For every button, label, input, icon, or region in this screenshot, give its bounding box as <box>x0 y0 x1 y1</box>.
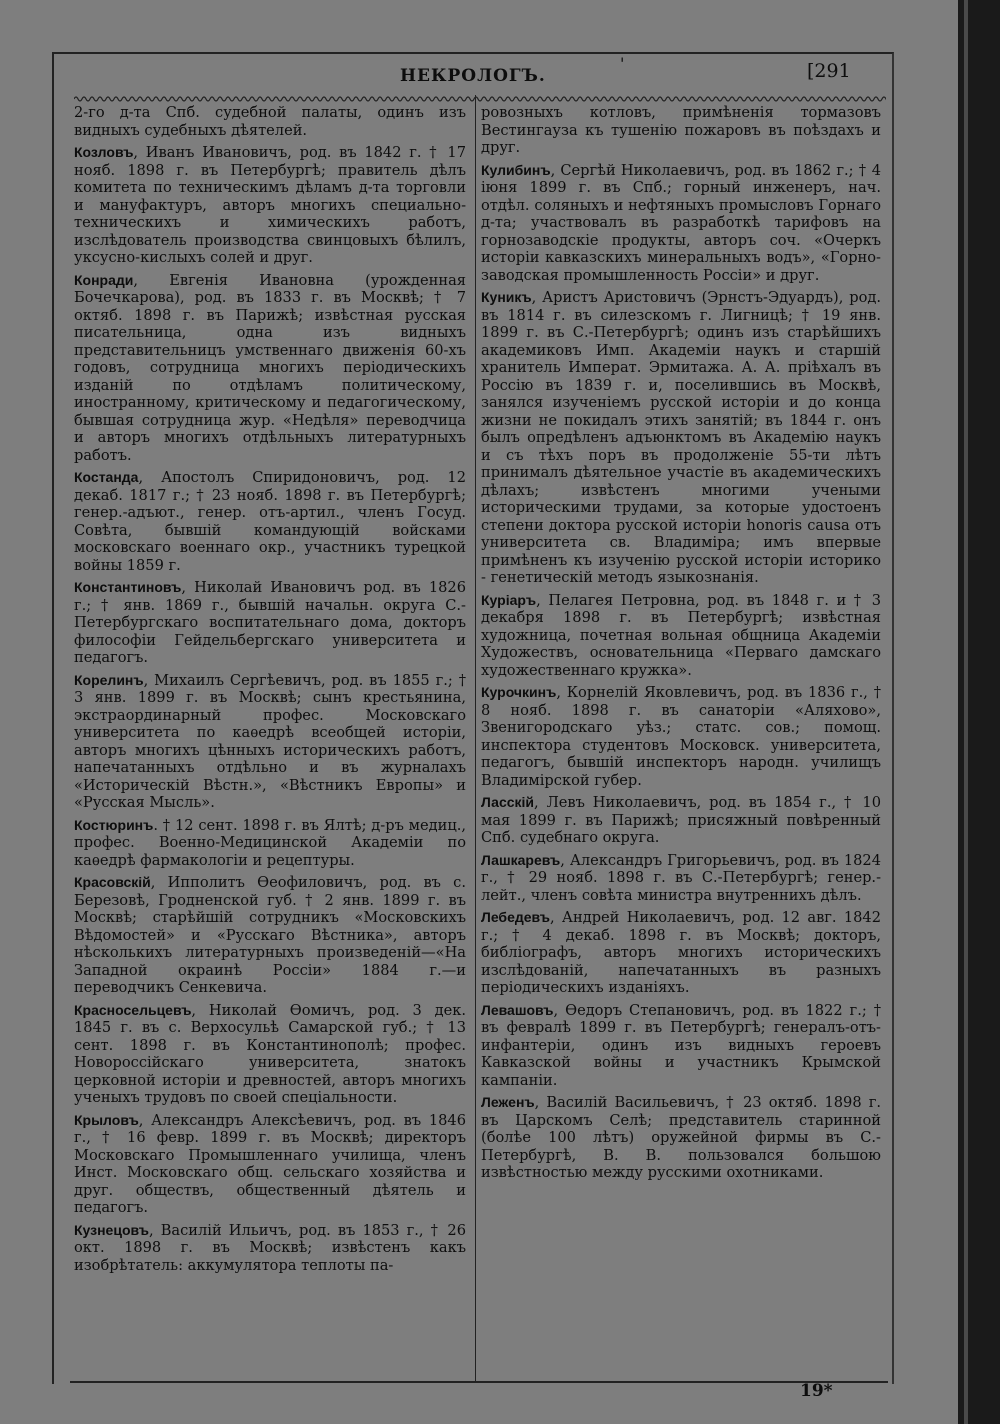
right-column <box>481 104 881 1187</box>
obituary-entry <box>481 104 881 157</box>
obituary-entry <box>481 162 881 285</box>
obituary-entry <box>481 852 881 905</box>
entry-surname: Курочкинъ <box>481 684 557 700</box>
entry-text: , Корнелій Яковлевичъ, род. въ 1836 г., † 8 нояб. 1898 г. въ санаторіи «Аляхово», Звенигородскаго уѣз.; статс. сов.; помощ. инспектора студентовъ Московск. университета, педагогъ, бывшій инспекторъ народн. училищъ Владимірской губер. <box>481 684 881 789</box>
entry-surname: Константиновъ <box>74 579 182 595</box>
entry-text: , Василій Васильевичъ, † 23 октяб. 1898 г. въ Царскомъ Селѣ; представитель старинной (болѣе 100 лѣтъ) оружейной фирмы въ С.-Петербургѣ, В. В. пользовался большою извѣстностью между русскими охотниками. <box>481 1094 881 1181</box>
entry-text: , Михаилъ Сергѣевичъ, род. въ 1855 г.; † 3 янв. 1899 г. въ Москвѣ; сынъ крестьянина, экстраординарный профес. Московскаго университета по каѳедрѣ всеобщей исторіи, авторъ многихъ цѣнныхъ историческихъ работъ, напечатанныхъ отдѣльно и въ журналахъ «Историческій Вѣстн.», «Вѣстникъ Европы» и «Русская Мысль». <box>74 671 466 811</box>
entry-surname: Костюринъ <box>74 816 154 833</box>
obituary-entry <box>74 817 466 870</box>
entry-text: . † 12 сент. 1898 г. въ Ялтѣ; д-ръ медиц., профес. Военно-Медицинской Академіи по каѳедрѣ фармакологіи и рецептуры. <box>74 816 466 869</box>
page-number: [291 <box>807 60 851 82</box>
entry-surname: Козловъ <box>74 144 134 160</box>
obituary-entry <box>74 1222 466 1275</box>
entry-surname: Лашкаревъ <box>481 851 561 868</box>
obituary-entry <box>481 1002 881 1090</box>
entry-surname: Лебедевъ <box>481 909 550 925</box>
left-column <box>74 104 466 1279</box>
entry-surname: Левашовъ <box>481 1001 554 1018</box>
entry-text: , Александръ Григорьевичъ, род. въ 1824 г., † 29 нояб. 1898 г. въ С.-Петербургѣ; генер.-лейт., членъ совѣта министра внутреннихъ дѣлъ. <box>481 851 881 904</box>
obituary-entry <box>74 672 466 812</box>
entry-text: , Апостолъ Спиридоновичъ, род. 12 декаб. 1817 г.; † 23 нояб. 1898 г. въ Петербургѣ; генер.-адъют., генер. отъ-артил., членъ Госуд. Совѣта, бывшій командующій войсками московскаго военнаго окр., участникъ турецкой войны 1859 г. <box>74 469 466 574</box>
entry-surname: Куникъ <box>481 289 532 305</box>
entry-surname: Леженъ <box>481 1094 535 1110</box>
scan-edge-stripe <box>964 0 968 1424</box>
entry-text: , Николай Ѳомичъ, род. 3 дек. 1845 г. въ с. Верхосульѣ Самарской губ.; † 13 сент. 1898 г. въ Константинополѣ; профес. Новороссійскаго университета, знатокъ церковной исторіи и древностей, авторъ многихъ ученыхъ трудовъ по своей спеціальности. <box>74 1001 466 1106</box>
entry-text: , Ипполитъ Ѳеофиловичъ, род. въ с. Березовѣ, Гродненской губ. † 2 янв. 1899 г. въ Москвѣ; старѣйшій сотрудникъ «Московскихъ Вѣдомостей» и «Русскаго Вѣстника», авторъ нѣсколькихъ литературныхъ произведеній—«На Западной окраинѣ Россіи» 1884 г.—и переводчикъ Сенкевича. <box>74 874 466 996</box>
obituary-entry <box>74 104 466 139</box>
obituary-entry <box>74 874 466 997</box>
entry-surname: Куріаръ <box>481 591 537 608</box>
obituary-entry <box>481 1094 881 1182</box>
entry-surname: Кулибинъ <box>481 161 551 178</box>
entry-text: , Николай Ивановичъ род. въ 1826 г.; † янв. 1869 г., бывшій начальн. округа С.-Петербургскаго воспитательнаго дома, докторъ философіи Гейдельбергскаго университета и педагогъ. <box>74 579 466 666</box>
entry-text: , Василій Ильичъ, род. въ 1853 г., † 26 окт. 1898 г. въ Москвѣ; извѣстенъ какъ изобрѣтатель: аккумулятора теплоты па- <box>74 1221 466 1274</box>
obituary-entry <box>74 1112 466 1217</box>
obituary-entry <box>481 909 881 997</box>
obituary-entry <box>481 684 881 789</box>
signature-mark: 19* <box>800 1381 833 1401</box>
entry-surname: Красносельцевъ <box>74 1001 192 1018</box>
entry-text: , Левъ Николаевичъ, род. въ 1854 г., † 10 мая 1899 г. въ Парижѣ; присяжный повѣренный Спб. судебнаго округа. <box>481 794 881 846</box>
obituary-entry <box>74 469 466 574</box>
entry-surname: Ласскій <box>481 794 535 810</box>
entry-text: , Иванъ Ивановичъ, род. въ 1842 г. † 17 нояб. 1898 г. въ Петербургѣ; правитель дѣлъ комитета по техническимъ дѣламъ д-та торговли и мануфактуръ, авторъ многихъ специально-техническихъ и химическихъ работъ, изслѣдователь производства свинцовыхъ бѣлилъ, уксусно-кислыхъ солей и друг. <box>74 144 466 266</box>
obituary-entry <box>481 592 881 680</box>
running-title: НЕКРОЛОГЪ. <box>400 66 546 86</box>
entry-text: ровозныхъ котловъ, примѣненія тормазовъ Вестингауза къ тушенію пожаровъ въ поѣздахъ и друг. <box>481 104 881 156</box>
page-frame-bottom <box>70 1381 888 1383</box>
obituary-entry <box>481 289 881 587</box>
entry-text: , Евгенія Ивановна (урожденная Бочечкарова), род. въ 1833 г. въ Москвѣ; † 7 октяб. 1898 г. въ Парижѣ; извѣстная русская писательница, одна изъ видныхъ представительницъ умственнаго движенія 60-хъ годовъ, сотрудница многихъ періодическихъ изданій по отдѣламъ политическому, иностранному, критическому и педагогическому, бывшая сотрудница жур. «Недѣля» переводчица и авторъ многихъ отдѣльныхъ литературныхъ работъ. <box>74 271 466 464</box>
entry-text: , Ѳедоръ Степановичъ, род. въ 1822 г.; † въ февралѣ 1899 г. въ Петербургѣ; генералъ-отъ-инфантеріи, одинъ изъ видныхъ героевъ Кавказской войны и участникъ Крымской кампаніи. <box>481 1001 881 1089</box>
obituary-entry <box>74 144 466 267</box>
obituary-entry <box>74 1002 466 1107</box>
obituary-entry <box>481 794 881 847</box>
entry-text: , Андрей Николаевичъ, род. 12 авг. 1842 г.; † 4 декаб. 1898 г. въ Москвѣ; докторъ, библіографъ, авторъ многихъ историческихъ изслѣдованій, напечатанныхъ въ разныхъ періодическихъ изданіяхъ. <box>481 909 881 996</box>
entry-text: , Аристъ Аристовичъ (Эрнстъ-Эдуардъ), род. въ 1814 г. въ силезскомъ г. Лигницѣ; † 19 янв. 1899 г. въ С.-Петербургѣ; одинъ изъ старѣйшихъ академиковъ Имп. Академіи наукъ и старшій хранитель Императ. Эрмитажа. А. А. пріѣхалъ въ Россію въ 1839 г. и, поселившись въ Москвѣ, занялся изученіемъ русской исторіи и до конца жизни не покидалъ этихъ занятій; въ 1844 г. онъ былъ опредѣленъ адъюнктомъ въ Академію наукъ и съ тѣхъ поръ въ продолженіе 55-ти лѣтъ принималъ дѣятельное участіе въ академическихъ дѣлахъ; извѣстенъ многими учеными историческими трудами, за которые удостоенъ степени доктора русской исторіи honoris causa отъ университета св. Владиміра; имъ впервые примѣненъ къ изученію русской исторіи историко - генетическій методъ языкознанія. <box>481 289 881 586</box>
ink-mark: ' <box>620 54 625 73</box>
entry-surname: Костанда <box>74 469 139 485</box>
obituary-entry <box>74 579 466 667</box>
entry-surname: Кузнецовъ <box>74 1221 149 1238</box>
entry-surname: Корелинъ <box>74 671 144 688</box>
obituary-entry <box>74 272 466 465</box>
column-divider <box>475 95 476 1382</box>
entry-surname: Красовскій <box>74 874 151 890</box>
entry-text: , Сергѣй Николаевичъ, род. въ 1862 г.; † 4 іюня 1899 г. въ Спб.; горный инженеръ, нач. отдѣл. соляныхъ и нефтяныхъ промысловъ Горнаго д-та; участвовалъ въ разработкѣ тарифовъ на горнозаводскіе продукты, авторъ соч. «Очеркъ исторіи кавказскихъ минеральныхъ водъ», «Горно-заводская промышленность Россіи» и друг. <box>481 161 881 284</box>
entry-text: 2-го д-та Спб. судебной палаты, одинъ изъ видныхъ судебныхъ дѣятелей. <box>74 104 466 139</box>
entry-text: , Александръ Алексѣевичъ, род. въ 1846 г., † 16 февр. 1899 г. въ Москвѣ; директоръ Московскаго Промышленнаго училища, членъ Инст. Московскаго общ. сельскаго хозяйства и друг. обществъ, общественный дѣятель и педагогъ. <box>74 1111 466 1216</box>
scan-edge <box>958 0 1000 1424</box>
entry-surname: Крыловъ <box>74 1111 139 1128</box>
entry-surname: Конради <box>74 271 134 288</box>
entry-text: , Пелагея Петровна, род. въ 1848 г. и † 3 декабря 1898 г. въ Петербургѣ; извѣстная художница, почетная вольная общница Академіи Художествъ, основательница «Перваго дамскаго художественнаго кружка». <box>481 591 881 679</box>
